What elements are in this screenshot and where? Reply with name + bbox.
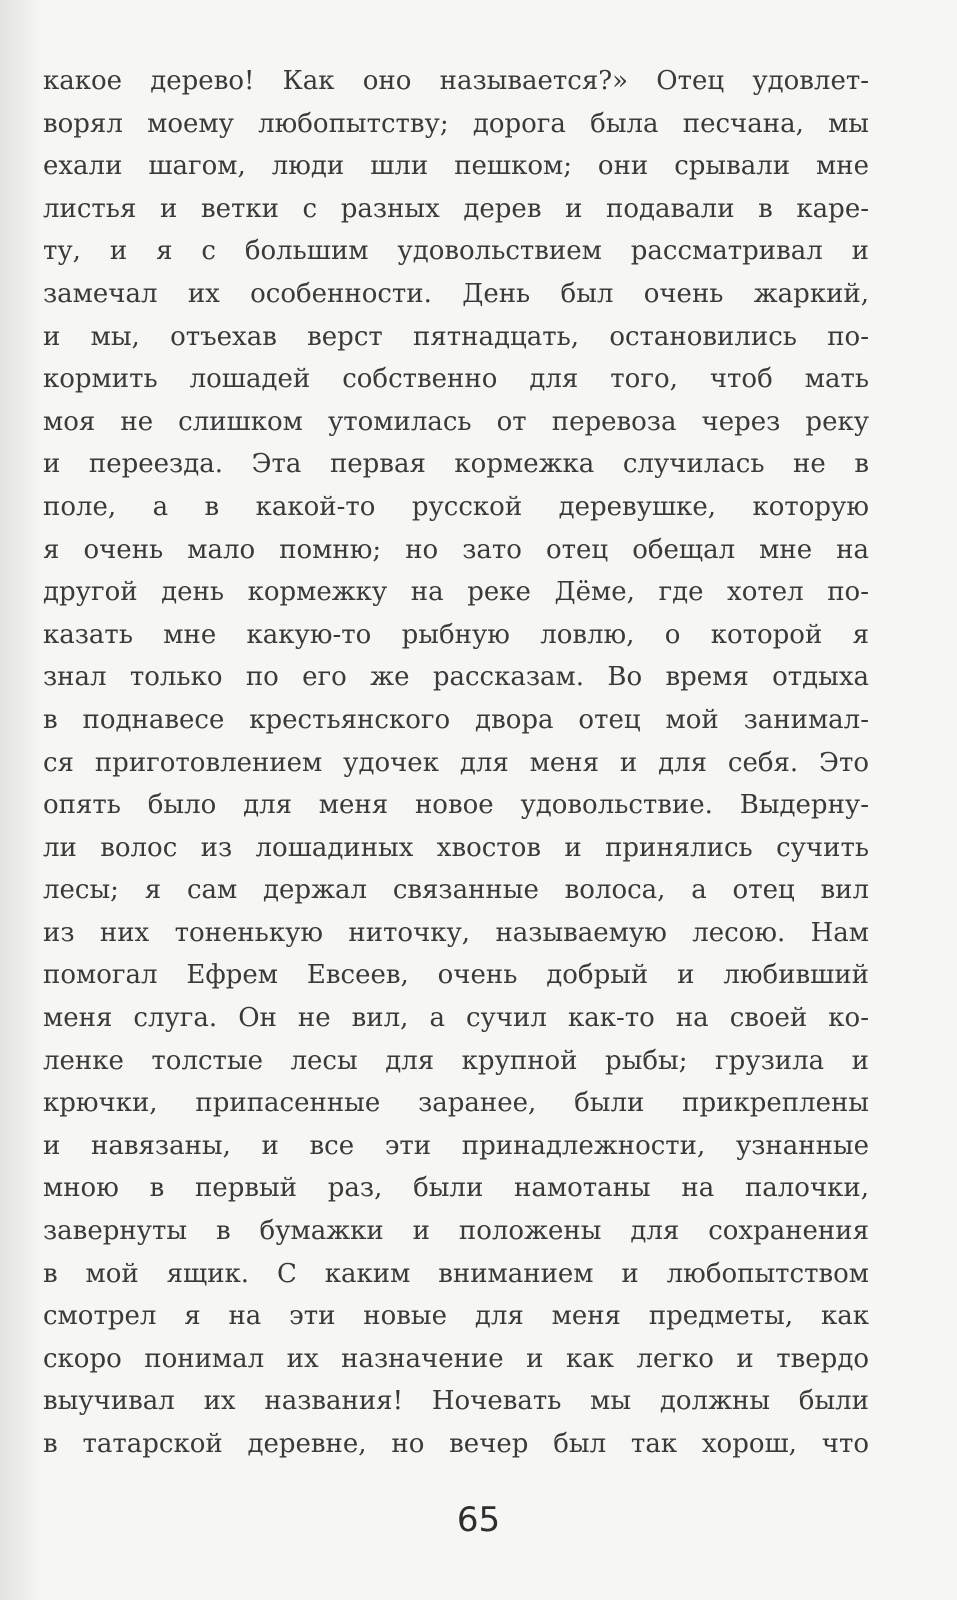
text-line: ли волос из лошадиных хвостов и принялись сучить	[43, 832, 869, 863]
text-line: меня слуга. Он не вил, а сучил как-то на своей ко-	[43, 1003, 869, 1034]
text-line: казать мне какую-то рыбную ловлю, о которой я	[43, 619, 869, 650]
text-line: мною в первый раз, были намотаны на палочки,	[43, 1173, 869, 1204]
gutter-shadow	[0, 0, 40, 1600]
text-line: ворял моему любопытству; дорога была песчана, мы	[43, 108, 869, 139]
text-line: и мы, отъехав верст пятнадцать, остановились по-	[43, 321, 869, 352]
text-line: из них тоненькую ниточку, называемую лесою. Нам	[43, 917, 869, 948]
text-line: другой день кормежку на реке Дёме, где хотел по-	[43, 577, 869, 608]
text-line: листья и ветки с разных дерев и подавали в каре-	[43, 193, 869, 224]
text-line: помогал Ефрем Евсеев, очень добрый и любивший	[43, 960, 869, 991]
text-line: в татарской деревне, но вечер был так хорош, что	[43, 1429, 869, 1459]
text-line: я очень мало помню; но зато отец обещал мне на	[43, 534, 869, 565]
text-line: поле, а в какой-то русской деревушке, которую	[43, 491, 869, 522]
page-number: 65	[456, 1500, 501, 1540]
text-line: лесы; я сам держал связанные волоса, а отец вил	[43, 875, 869, 906]
body-text	[43, 60, 869, 1466]
text-line: и навязаны, и все эти принадлежности, узнанные	[43, 1130, 869, 1161]
text-line: ленке толстые лесы для крупной рыбы; грузила и	[43, 1045, 869, 1076]
text-line: в поднавесе крестьянского двора отец мой занимал-	[43, 704, 869, 735]
text-line: завернуты в бумажки и положены для сохранения	[43, 1216, 869, 1247]
text-line: какое дерево! Как оно называется?» Отец удовлет-	[43, 66, 869, 96]
text-line: смотрел я на эти новые для меня предметы, как	[43, 1301, 869, 1332]
text-line: выучивал их названия! Ночевать мы должны были	[43, 1386, 869, 1417]
text-line: кормить лошадей собственно для того, чтоб мать	[43, 364, 869, 395]
text-line: знал только по его же рассказам. Во время отдыха	[43, 662, 869, 693]
text-line: опять было для меня новое удовольствие. Выдерну-	[43, 790, 869, 821]
text-line: моя не слишком утомилась от перевоза через реку	[43, 406, 869, 437]
text-line: ту, и я с большим удовольствием рассматривал и	[43, 236, 869, 267]
text-line: и переезда. Эта первая кормежка случилась не в	[43, 449, 869, 480]
text-line: ехали шагом, люди шли пешком; они срывали мне	[43, 151, 869, 182]
text-line: замечал их особенности. День был очень жаркий,	[43, 278, 869, 309]
text-line: крючки, припасенные заранее, были прикреплены	[43, 1088, 869, 1119]
text-line: в мой ящик. С каким вниманием и любопытством	[43, 1258, 869, 1289]
text-line: ся приготовлением удочек для меня и для себя. Это	[43, 747, 869, 778]
text-line: скоро понимал их назначение и как легко и твердо	[43, 1343, 869, 1374]
